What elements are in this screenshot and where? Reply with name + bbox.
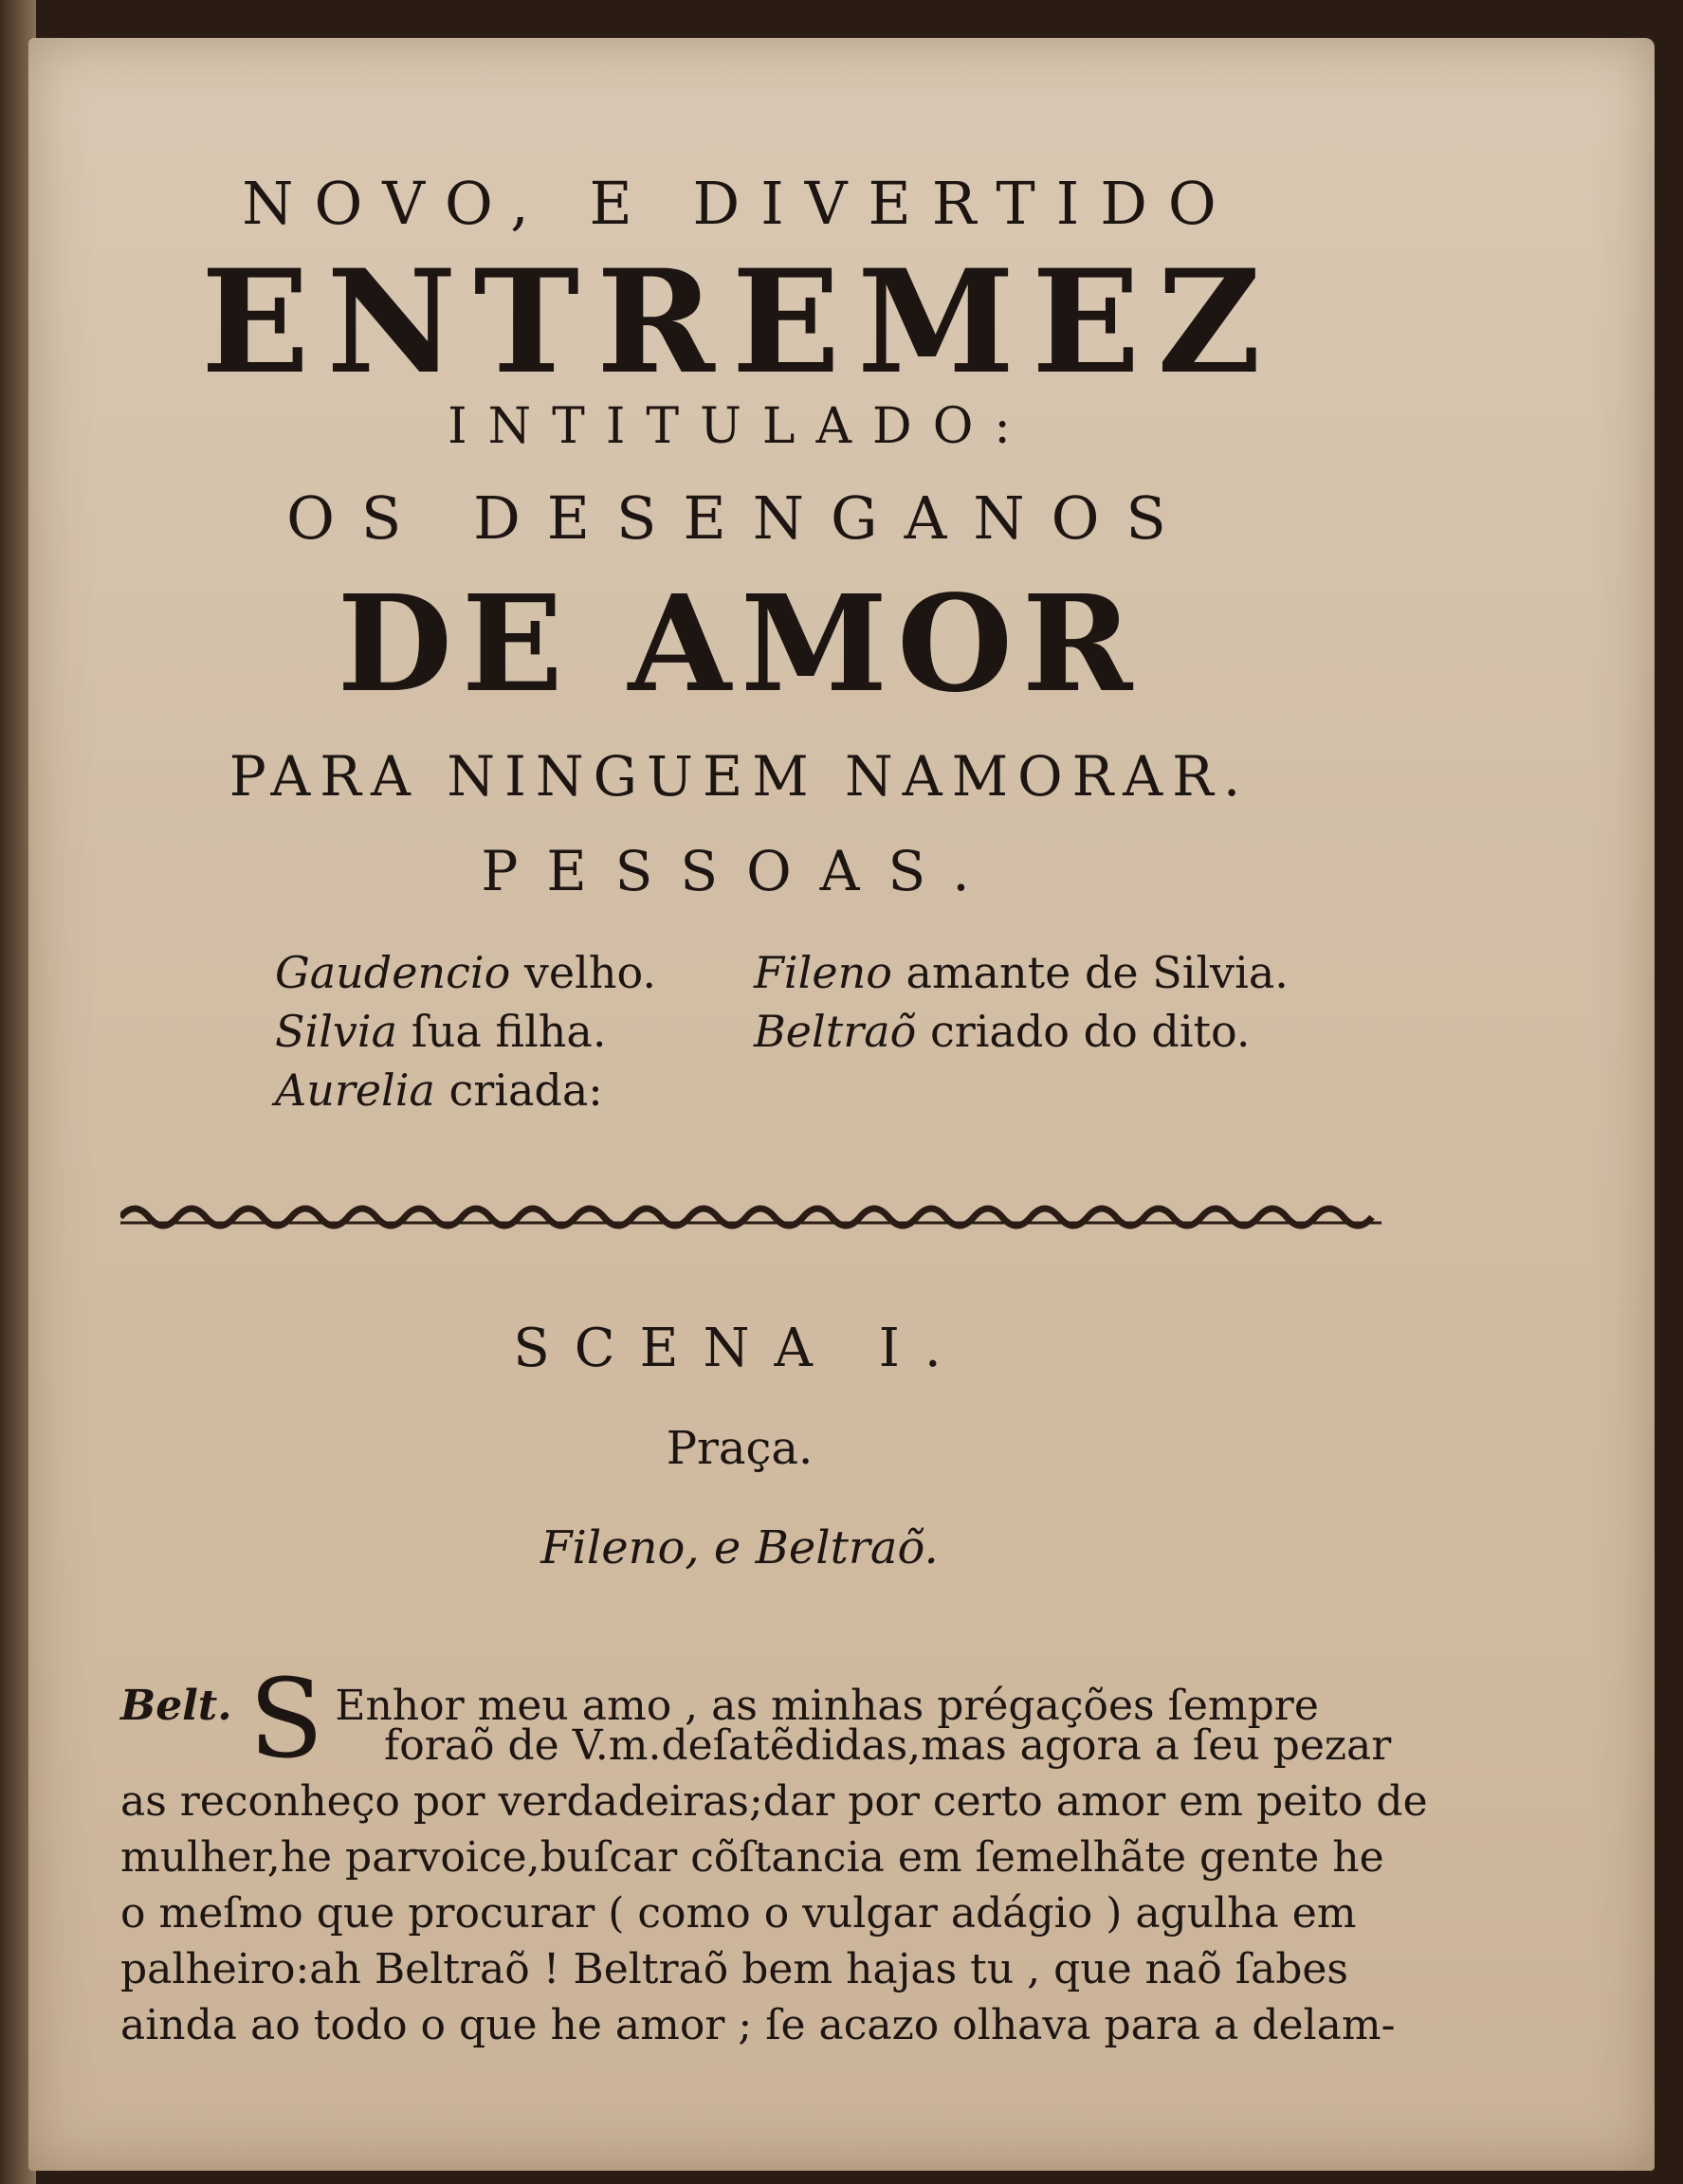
person-entry	[275, 1061, 656, 1119]
person-entry	[754, 943, 1289, 1002]
persons-column-right	[754, 943, 1289, 1061]
person-role: ſua filha.	[411, 1006, 607, 1057]
dialogue-text	[120, 1656, 1428, 2053]
title-line-3: INTITULADO:	[448, 398, 1032, 455]
text-line-content: as reconheço por verdadeiras;dar por certo amor em peito de	[120, 1777, 1428, 1826]
text-line	[120, 1774, 1428, 1829]
person-entry	[754, 1002, 1289, 1061]
text-line	[120, 1997, 1419, 2053]
ornamental-divider	[120, 1194, 1381, 1232]
scene-heading: SCENA I.	[513, 1318, 966, 1379]
text-line	[120, 1885, 1419, 1941]
title-line-6: PARA NINGUEM NAMORAR.	[229, 744, 1251, 809]
title-line-2: ENTREMEZ	[201, 239, 1278, 406]
person-role: velho.	[523, 947, 656, 998]
text-line-content: palheiro:ah Beltraõ ! Beltraõ bem hajas tu , que naõ ſabes	[120, 1945, 1349, 1993]
person-role: criada:	[448, 1065, 603, 1116]
person-name: Gaudencio	[275, 947, 511, 998]
text-line	[120, 1829, 1419, 1885]
person-name: Beltraõ	[754, 1006, 917, 1057]
speaker-label: Belt.	[120, 1682, 232, 1730]
scene-characters: Fileno, e Beltraõ.	[540, 1521, 939, 1574]
scene-location: Praça.	[666, 1422, 814, 1475]
person-role: criado do dito.	[929, 1006, 1251, 1057]
text-line	[120, 1941, 1419, 1997]
person-name: Silvia	[275, 1006, 398, 1057]
person-role: amante de Silvia.	[906, 947, 1289, 998]
title-line-5: DE AMOR	[337, 567, 1143, 722]
text-line	[384, 1718, 1419, 1774]
title-line-1: NOVO, E DIVERTIDO	[242, 169, 1237, 238]
title-line-4: OS DESENGANOS	[286, 483, 1193, 553]
drop-cap: S	[248, 1656, 324, 1783]
text-line-content: Enhor meu amo , as minhas prégações ſempre	[335, 1682, 1319, 1730]
book-page	[28, 38, 1655, 2171]
text-line-content: ainda ao todo o que he amor ; ſe acazo olhava para a delam-	[120, 2001, 1396, 2049]
persons-heading: PESSOAS.	[481, 839, 998, 903]
person-name: Fileno	[754, 947, 892, 998]
person-entry	[275, 1002, 656, 1061]
text-line-content: mulher,he parvoice,buſcar cõſtancia em ſemelhãte gente he	[120, 1833, 1384, 1882]
person-name: Aurelia	[275, 1065, 435, 1116]
text-line-content: o meſmo que procurar ( como o vulgar adágio ) agulha em	[120, 1889, 1357, 1938]
persons-column-left	[275, 943, 656, 1119]
text-line-content: foraõ de V.m.deſatẽdidas,mas agora a ſeu pezar	[384, 1721, 1392, 1770]
person-entry	[275, 943, 656, 1002]
